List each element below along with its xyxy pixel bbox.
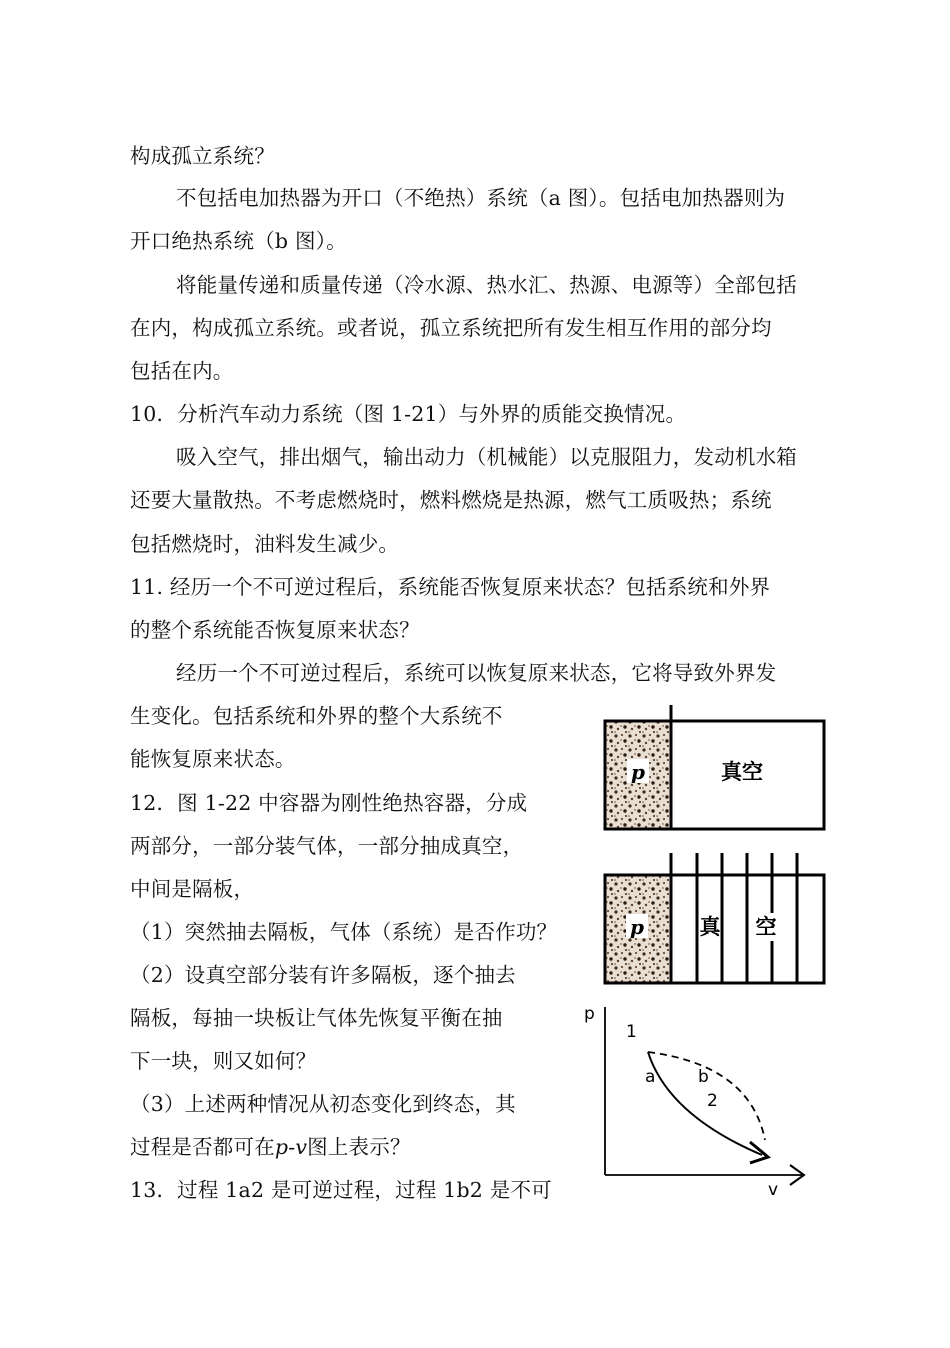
text-line: （1）突然抽去隔板，气体（系统）是否作功？ xyxy=(130,920,558,944)
partitions xyxy=(671,853,797,983)
text-line: 生变化。包括系统和外界的整个大系统不 xyxy=(130,704,503,728)
state-2-label: 2 xyxy=(707,1091,718,1111)
path-a-label: a xyxy=(645,1067,656,1087)
gas-label: p xyxy=(631,760,645,784)
text-line: 将能量传递和质量传递（冷水源、热水汇、热源、电源等）全部包括 xyxy=(176,273,797,297)
question-10: 10．分析汽车动力系统（图 1-21）与外界的质能交换情况。 xyxy=(130,402,687,426)
question-12: 12．图 1-22 中容器为刚性绝热容器，分成 xyxy=(130,791,528,815)
pv-diagram xyxy=(580,995,815,1200)
pv-italic: p-v xyxy=(274,1135,308,1159)
y-axis-label: p xyxy=(584,1004,595,1024)
x-axis-label: v xyxy=(768,1180,779,1200)
vacuum-label-left: 真 xyxy=(699,915,721,939)
text-line: 能恢复原来状态。 xyxy=(130,747,296,771)
text-line: 不包括电加热器为开口（不绝热）系统（a 图）。包括电加热器则为 xyxy=(176,186,786,210)
text-line: 中间是隔板， xyxy=(130,877,255,901)
text-line: 开口绝热系统（b 图）。 xyxy=(130,229,347,253)
question-11: 11. 经历一个不可逆过程后，系统能否恢复原来状态？包括系统和外界 xyxy=(130,575,771,599)
text-line: 吸入空气，排出烟气，输出动力（机械能）以克服阻力，发动机水箱 xyxy=(176,445,797,469)
path-b-label: b xyxy=(698,1067,709,1087)
gas-label: p xyxy=(630,915,644,939)
container-figure-1 xyxy=(600,705,832,835)
text-line: 过程是否都可在p-v图上表示？ xyxy=(130,1135,411,1159)
text-line: 经历一个不可逆过程后，系统可以恢复原来状态，它将导致外界发 xyxy=(176,661,777,685)
vacuum-label-right: 空 xyxy=(755,915,777,939)
text-line: 的整个系统能否恢复原来状态？ xyxy=(130,618,420,642)
state-1-label: 1 xyxy=(626,1022,637,1042)
text-line: （2）设真空部分装有许多隔板，逐个抽去 xyxy=(130,963,516,987)
text-line: 下一块，则又如何？ xyxy=(130,1049,317,1073)
container-figure-2 xyxy=(600,853,832,989)
question-13: 13．过程 1a2 是可逆过程，过程 1b2 是不可 xyxy=(130,1178,552,1202)
text-line: 隔板，每抽一块板让气体先恢复平衡在抽 xyxy=(130,1006,503,1030)
text-line: （3）上述两种情况从初态变化到终态，其 xyxy=(130,1092,516,1116)
text-line: 在内，构成孤立系统。或者说，孤立系统把所有发生相互作用的部分均 xyxy=(130,316,772,340)
text-line: 还要大量散热。不考虑燃烧时，燃料燃烧是热源，燃气工质吸热；系统 xyxy=(130,488,772,512)
text-line: 两部分，一部分装气体，一部分抽成真空， xyxy=(130,834,524,858)
vacuum-label: 真空 xyxy=(721,760,763,784)
text-line: 包括在内。 xyxy=(130,359,234,383)
text-line: 包括燃烧时，油料发生减少。 xyxy=(130,532,400,556)
end-arrow-icon xyxy=(750,1142,768,1163)
text-line: 构成孤立系统？ xyxy=(130,144,275,168)
